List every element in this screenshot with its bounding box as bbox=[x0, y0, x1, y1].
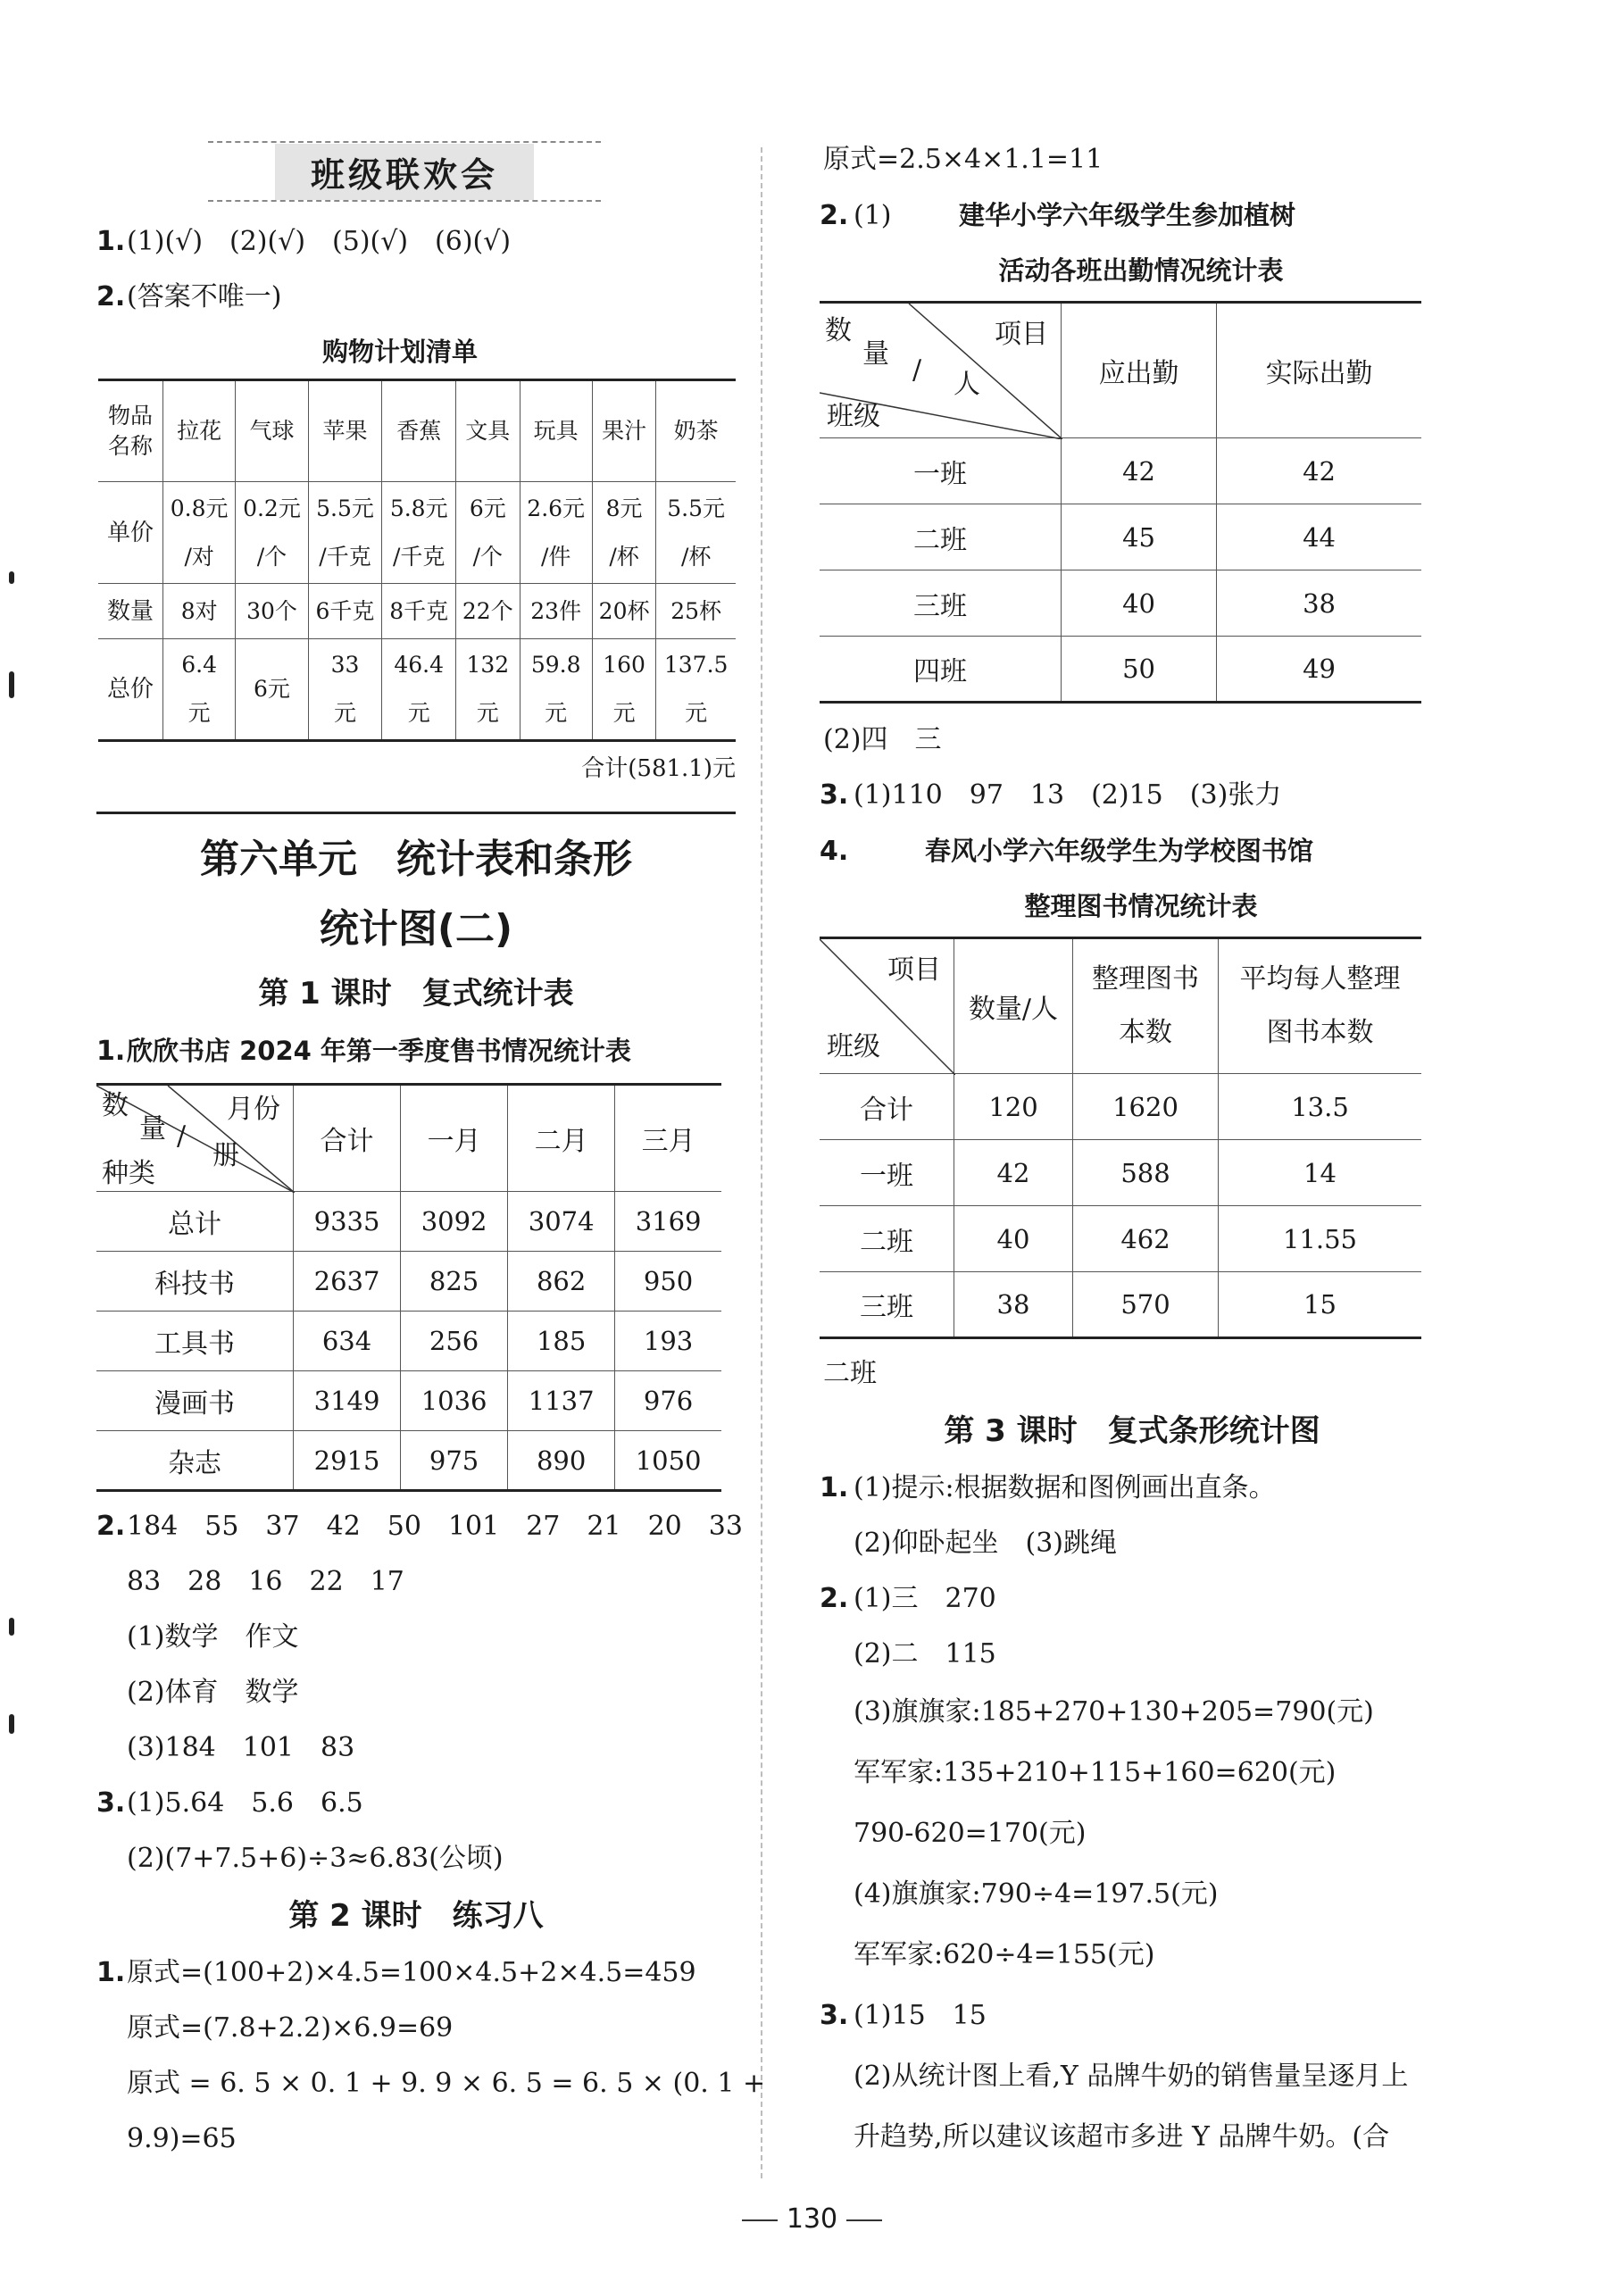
row-label: 数量 bbox=[98, 584, 163, 639]
cell-text: /对 bbox=[184, 543, 214, 570]
table-cell: 1137 bbox=[508, 1371, 615, 1431]
edge-mark bbox=[9, 1714, 14, 1734]
table-header-cell bbox=[1073, 938, 1219, 1074]
table-cell: 2637 bbox=[294, 1252, 401, 1312]
answer-text: (1)提示:根据数据和图例画出直条。 bbox=[854, 1472, 1276, 1503]
cell-text: 8千克 bbox=[389, 597, 449, 624]
row-label: 漫画书 bbox=[96, 1371, 294, 1431]
answer-text: 184 55 37 42 50 101 27 21 20 33 bbox=[127, 1511, 743, 1542]
question-number: 3. bbox=[820, 2000, 849, 2031]
table-cell bbox=[308, 639, 382, 741]
table-header-cell: 拉花 bbox=[163, 380, 236, 482]
cell-text: 6元 bbox=[469, 495, 506, 521]
table-cell: 588 bbox=[1073, 1140, 1219, 1206]
answer-line bbox=[820, 132, 1445, 187]
table-row bbox=[96, 1371, 721, 1431]
table-cell bbox=[520, 584, 592, 639]
cell-text: 0.8元 bbox=[170, 495, 229, 521]
cell-text: 8对 bbox=[180, 597, 218, 624]
table-header-cell: 三月 bbox=[615, 1085, 721, 1192]
cell-text: 2.6元 bbox=[527, 495, 586, 521]
table-cell bbox=[456, 639, 520, 741]
answer-text: 升趋势,所以建议该超市多进 Y 品牌牛奶。(合 bbox=[854, 2121, 1390, 2153]
table-cell: 9335 bbox=[294, 1192, 401, 1252]
table-cell: 120 bbox=[954, 1074, 1073, 1140]
row-label: 一班 bbox=[820, 1140, 954, 1206]
answer-line bbox=[820, 1743, 1445, 1803]
row-label: 二班 bbox=[820, 504, 1062, 570]
table-caption: 活动各班出勤情况统计表 bbox=[998, 255, 1284, 286]
table-cell bbox=[382, 482, 456, 584]
footer-dash bbox=[742, 2219, 778, 2221]
diag-label: 人 bbox=[954, 369, 980, 400]
diagonal-header-cell bbox=[96, 1085, 294, 1192]
table-cell bbox=[163, 584, 236, 639]
table-cell: 1036 bbox=[401, 1371, 508, 1431]
answer-line bbox=[96, 1665, 704, 1720]
question-number: 3. bbox=[96, 1787, 126, 1819]
answer-line bbox=[96, 2001, 704, 2056]
table-cell bbox=[236, 482, 308, 584]
table-header-cell: 文具 bbox=[456, 380, 520, 482]
table-row bbox=[820, 504, 1421, 570]
cell-text: /千克 bbox=[392, 543, 446, 570]
table-cell: 50 bbox=[1062, 637, 1217, 703]
question-number: 1. bbox=[820, 1472, 849, 1503]
cell-text: 46.4 bbox=[394, 652, 445, 678]
table-row bbox=[96, 1192, 721, 1252]
cell-text: 6千克 bbox=[315, 597, 375, 624]
cell-text: 30个 bbox=[246, 597, 297, 624]
answer-text: 原式=(7.8+2.2)×6.9=69 bbox=[127, 2012, 454, 2044]
table-cell: 11.55 bbox=[1219, 1206, 1422, 1272]
answer-text: (1)5.64 5.6 6.5 bbox=[127, 1787, 363, 1819]
cell-text: 160 bbox=[603, 652, 645, 678]
answer-text: (1)15 15 bbox=[854, 2000, 987, 2031]
unit-title: 第六单元 统计表和条形 bbox=[200, 837, 632, 882]
header-text: 物品 bbox=[107, 403, 153, 429]
cell-text: 25杯 bbox=[670, 597, 722, 624]
table-cell: 3169 bbox=[615, 1192, 721, 1252]
row-label: 单价 bbox=[98, 482, 163, 584]
answer-line bbox=[820, 712, 1445, 768]
answer-text: (1)(√) (2)(√) (5)(√) (6)(√) bbox=[127, 226, 512, 257]
book-sales-table bbox=[96, 1083, 721, 1492]
table-caption: 春风小学六年级学生为学校图书馆 bbox=[925, 836, 1314, 866]
answer-text: (2)二 115 bbox=[854, 1638, 996, 1670]
cell-text: 8元 bbox=[605, 495, 643, 521]
table-cell: 193 bbox=[615, 1312, 721, 1371]
table-row bbox=[820, 438, 1421, 504]
edge-mark bbox=[9, 671, 14, 698]
answer-line bbox=[96, 270, 704, 325]
table-cell: 862 bbox=[508, 1252, 615, 1312]
cell-text: /个 bbox=[472, 543, 504, 570]
answer-line bbox=[820, 2046, 1445, 2107]
table-cell bbox=[592, 482, 655, 584]
table-cell bbox=[656, 584, 736, 639]
answer-text: (2)(7+7.5+6)÷3≈6.83(公顷) bbox=[127, 1843, 504, 1874]
page-footer bbox=[0, 2203, 1624, 2235]
diag-label: 班级 bbox=[827, 401, 880, 432]
cell-text: 元 bbox=[187, 700, 211, 726]
row-label: 三班 bbox=[820, 570, 1062, 637]
table-cell: 1620 bbox=[1073, 1074, 1219, 1140]
table-cell bbox=[382, 639, 456, 741]
answer-line bbox=[96, 1720, 704, 1776]
lesson-title: 第 1 课时 复式统计表 bbox=[258, 976, 574, 1012]
answer-text: 原式=(100+2)×4.5=100×4.5+2×4.5=459 bbox=[127, 1957, 696, 1988]
table-row bbox=[820, 1272, 1421, 1338]
column-divider bbox=[761, 147, 762, 2178]
footer-dash bbox=[846, 2219, 882, 2221]
cell-text: 元 bbox=[333, 700, 356, 726]
table-cell bbox=[163, 639, 236, 741]
table-caption: 欣欣书店 2024 年第一季度售书情况统计表 bbox=[127, 1036, 631, 1066]
table-cell: 825 bbox=[401, 1252, 508, 1312]
question-number: 1. bbox=[96, 1036, 126, 1067]
table-cell: 570 bbox=[1073, 1272, 1219, 1338]
table-row bbox=[96, 1252, 721, 1312]
cell-text: 6.4 bbox=[181, 652, 218, 678]
table-cell: 40 bbox=[1062, 570, 1217, 637]
table-cell: 42 bbox=[1062, 438, 1217, 504]
table-cell bbox=[520, 482, 592, 584]
table-row bbox=[820, 1074, 1421, 1140]
answer-text: (4)旗旗家:790÷4=197.5(元) bbox=[854, 1878, 1219, 1910]
answer-text: 83 28 16 22 17 bbox=[127, 1566, 404, 1597]
diag-label: / bbox=[912, 354, 922, 386]
table-cell: 185 bbox=[508, 1312, 615, 1371]
diag-label: 月份 bbox=[227, 1094, 280, 1125]
cell-text: 5.5元 bbox=[316, 495, 374, 521]
table-cell: 3092 bbox=[401, 1192, 508, 1252]
table-cell: 3149 bbox=[294, 1371, 401, 1431]
diag-label: 量 bbox=[862, 338, 889, 370]
table-cell: 40 bbox=[954, 1206, 1073, 1272]
answer-line bbox=[820, 1627, 1445, 1682]
table-header-cell: 数量/人 bbox=[954, 938, 1073, 1074]
table-header-cell: 玩具 bbox=[520, 380, 592, 482]
row-label: 二班 bbox=[820, 1206, 954, 1272]
cell-text: 元 bbox=[476, 700, 499, 726]
cell-text: 22个 bbox=[462, 597, 513, 624]
left-column bbox=[96, 134, 766, 2167]
table-header-cell: 实际出勤 bbox=[1217, 303, 1421, 438]
answer-text: (1)数学 作文 bbox=[127, 1621, 299, 1653]
answer-line bbox=[96, 1776, 704, 1831]
attendance-table bbox=[820, 301, 1421, 704]
cell-text: /个 bbox=[256, 543, 287, 570]
table-cell: 38 bbox=[954, 1272, 1073, 1338]
answer-line bbox=[820, 1571, 1445, 1627]
answer-text: (2)仰卧起坐 (3)跳绳 bbox=[854, 1528, 1117, 1559]
answer-text: 9.9)=65 bbox=[127, 2123, 237, 2154]
diag-label: 数 bbox=[102, 1090, 129, 1121]
question-number: 2. bbox=[820, 1583, 849, 1614]
table-row bbox=[820, 938, 1421, 1074]
answer-text: 军军家:135+210+115+160=620(元) bbox=[854, 1757, 1337, 1788]
question-number: 2. bbox=[820, 200, 849, 231]
header-text: 平均每人整理 bbox=[1239, 963, 1401, 995]
diag-label: / bbox=[177, 1120, 187, 1152]
table-cell: 975 bbox=[401, 1431, 508, 1491]
cell-text: 33 bbox=[330, 652, 360, 678]
table-row bbox=[820, 570, 1421, 637]
table-cell: 14 bbox=[1219, 1140, 1422, 1206]
table-row bbox=[98, 380, 736, 482]
table-cell bbox=[236, 584, 308, 639]
header-text: 名称 bbox=[107, 433, 153, 459]
answer-text: (2)从统计图上看,Y 品牌牛奶的销售量呈逐月上 bbox=[854, 2061, 1409, 2092]
question-number: 4. bbox=[820, 836, 849, 867]
edge-mark bbox=[9, 1618, 14, 1636]
table-cell bbox=[456, 482, 520, 584]
row-label: 总价 bbox=[98, 639, 163, 741]
table-cell: 3074 bbox=[508, 1192, 615, 1252]
table-row bbox=[96, 1431, 721, 1491]
cell-text: 137.5 bbox=[663, 652, 729, 678]
row-label: 三班 bbox=[820, 1272, 954, 1338]
table-cell: 44 bbox=[1217, 504, 1421, 570]
answer-line bbox=[96, 1945, 704, 2001]
row-label: 合计 bbox=[820, 1074, 954, 1140]
lesson-title: 第 3 课时 复式条形统计图 bbox=[944, 1413, 1320, 1449]
table-cell bbox=[656, 482, 736, 584]
answer-line bbox=[820, 1986, 1445, 2046]
table-row bbox=[820, 303, 1421, 438]
answer-line bbox=[96, 1610, 704, 1665]
lesson-title: 第 2 课时 练习八 bbox=[288, 1898, 544, 1934]
table-header-cell: 一月 bbox=[401, 1085, 508, 1192]
answer-line bbox=[820, 1461, 1445, 1516]
answer-line bbox=[820, 1346, 1445, 1402]
table-row bbox=[96, 1312, 721, 1371]
library-table bbox=[820, 937, 1421, 1339]
answer-line bbox=[820, 2107, 1445, 2168]
answer-line bbox=[820, 1516, 1445, 1571]
table-cell bbox=[592, 584, 655, 639]
answer-text: 二班 bbox=[823, 1358, 877, 1389]
edge-mark bbox=[9, 571, 14, 584]
cell-text: /杯 bbox=[680, 543, 712, 570]
header-text: 图书本数 bbox=[1266, 1017, 1374, 1048]
table-cell bbox=[308, 482, 382, 584]
cell-text: 0.2元 bbox=[243, 495, 301, 521]
diagonal-header-cell bbox=[820, 938, 954, 1074]
table-cell: 1050 bbox=[615, 1431, 721, 1491]
question-number: 2. bbox=[96, 281, 126, 312]
table-row bbox=[820, 637, 1421, 703]
diag-label: 数 bbox=[825, 315, 852, 346]
cell-text: 5.8元 bbox=[389, 495, 448, 521]
table-cell: 42 bbox=[1217, 438, 1421, 504]
cell-text: 23件 bbox=[530, 597, 582, 624]
cell-text: 元 bbox=[545, 700, 568, 726]
answer-text: 790-620=170(元) bbox=[854, 1818, 1087, 1849]
table-cell: 13.5 bbox=[1219, 1074, 1422, 1140]
answer-line bbox=[820, 1925, 1445, 1986]
table-cell: 49 bbox=[1217, 637, 1421, 703]
answer-line bbox=[96, 1831, 704, 1886]
table-header-cell bbox=[1219, 938, 1422, 1074]
banner-title: 班级联欢会 bbox=[275, 144, 534, 200]
answer-text: (1) bbox=[854, 200, 892, 231]
total-line: 合计(581.1)元 bbox=[581, 755, 736, 782]
table-header-cell: 合计 bbox=[294, 1085, 401, 1192]
answer-text: (3)旗旗家:185+270+130+205=790(元) bbox=[854, 1696, 1374, 1728]
table-header-cell: 二月 bbox=[508, 1085, 615, 1192]
table-cell bbox=[456, 584, 520, 639]
answer-line bbox=[820, 1682, 1445, 1743]
row-label: 一班 bbox=[820, 438, 1062, 504]
cell-text: 59.8 bbox=[530, 652, 581, 678]
answer-text: 原式=2.5×4×1.1=11 bbox=[823, 144, 1103, 175]
table-row bbox=[96, 1085, 721, 1192]
table-cell: 890 bbox=[508, 1431, 615, 1491]
table-row bbox=[820, 1206, 1421, 1272]
diag-label: 册 bbox=[212, 1140, 239, 1171]
header-text: 本数 bbox=[1119, 1017, 1172, 1048]
table-row bbox=[98, 584, 736, 639]
cell-text: 5.5元 bbox=[667, 495, 726, 521]
table-header-cell: 香蕉 bbox=[382, 380, 456, 482]
diag-label: 种类 bbox=[102, 1158, 155, 1189]
answer-line bbox=[96, 1499, 743, 1554]
answer-text: (2)四 三 bbox=[823, 724, 942, 755]
cell-text: /千克 bbox=[319, 543, 371, 570]
table-caption: 建华小学六年级学生参加植树 bbox=[959, 200, 1296, 230]
cell-text: 132 bbox=[466, 652, 510, 678]
table-cell: 462 bbox=[1073, 1206, 1219, 1272]
table-cell: 256 bbox=[401, 1312, 508, 1371]
cell-text: 6元 bbox=[254, 676, 290, 702]
answer-line bbox=[820, 768, 1445, 823]
table-cell bbox=[592, 639, 655, 741]
row-label: 科技书 bbox=[96, 1252, 294, 1312]
answer-line bbox=[96, 214, 704, 270]
section-banner bbox=[208, 141, 601, 202]
answer-text: (答案不唯一) bbox=[127, 281, 282, 312]
answer-line bbox=[820, 1803, 1445, 1864]
table-row bbox=[98, 639, 736, 741]
shopping-table bbox=[98, 379, 736, 742]
page-number: 130 bbox=[786, 2203, 838, 2235]
answer-line bbox=[96, 2056, 766, 2111]
table-row bbox=[98, 482, 736, 584]
answer-line bbox=[96, 1023, 704, 1079]
table-header-cell: 奶茶 bbox=[656, 380, 736, 482]
cell-text: 元 bbox=[685, 700, 708, 726]
answer-line bbox=[820, 823, 1445, 879]
question-number: 3. bbox=[820, 779, 849, 811]
answer-text: (1)三 270 bbox=[854, 1583, 996, 1614]
table-cell: 15 bbox=[1219, 1272, 1422, 1338]
answer-text: (3)184 101 83 bbox=[127, 1732, 355, 1763]
diag-label: 项目 bbox=[995, 319, 1048, 350]
answer-text: 原式 = 6. 5 × 0. 1 + 9. 9 × 6. 5 = 6. 5 × (0. 1 + bbox=[127, 2068, 766, 2099]
table-cell bbox=[520, 639, 592, 741]
answer-line bbox=[96, 2111, 704, 2167]
cell-text: 元 bbox=[612, 700, 636, 726]
answer-line bbox=[820, 187, 1445, 244]
table-caption: 整理图书情况统计表 bbox=[1024, 891, 1258, 921]
diagonal-header-cell bbox=[820, 303, 1062, 438]
table-header-cell: 果汁 bbox=[592, 380, 655, 482]
question-number: 2. bbox=[96, 1511, 126, 1542]
header-text: 整理图书 bbox=[1092, 963, 1199, 995]
table-cell: 950 bbox=[615, 1252, 721, 1312]
table-cell bbox=[163, 482, 236, 584]
row-label: 工具书 bbox=[96, 1312, 294, 1371]
diag-label: 班级 bbox=[827, 1031, 880, 1062]
table-header-cell: 苹果 bbox=[308, 380, 382, 482]
table-cell: 45 bbox=[1062, 504, 1217, 570]
cell-text: 元 bbox=[407, 700, 430, 726]
diag-label: 项目 bbox=[887, 954, 941, 986]
table-cell: 42 bbox=[954, 1140, 1073, 1206]
cell-text: 20杯 bbox=[598, 597, 650, 624]
cell-text: /杯 bbox=[609, 543, 639, 570]
table-cell: 2915 bbox=[294, 1431, 401, 1491]
row-label: 四班 bbox=[820, 637, 1062, 703]
section-rule bbox=[96, 812, 736, 814]
table-cell bbox=[382, 584, 456, 639]
table-cell bbox=[656, 639, 736, 741]
row-label: 总计 bbox=[96, 1192, 294, 1252]
unit-title: 统计图(二) bbox=[319, 906, 513, 952]
table-cell: 38 bbox=[1217, 570, 1421, 637]
table-header-cell bbox=[98, 380, 163, 482]
table-cell: 976 bbox=[615, 1371, 721, 1431]
table-cell: 634 bbox=[294, 1312, 401, 1371]
table-header-cell: 气球 bbox=[236, 380, 308, 482]
cell-text: /件 bbox=[540, 543, 571, 570]
answer-text: (2)体育 数学 bbox=[127, 1677, 299, 1708]
row-label: 杂志 bbox=[96, 1431, 294, 1491]
question-number: 1. bbox=[96, 1957, 126, 1988]
answer-text: 军军家:620÷4=155(元) bbox=[854, 1939, 1155, 1970]
right-column bbox=[820, 132, 1445, 2168]
table-cell bbox=[236, 639, 308, 741]
answer-line bbox=[96, 1554, 704, 1610]
answer-line bbox=[820, 1864, 1445, 1925]
table-cell bbox=[308, 584, 382, 639]
diag-label: 量 bbox=[139, 1113, 166, 1145]
answer-text: (1)110 97 13 (2)15 (3)张力 bbox=[854, 779, 1282, 811]
table-caption: 购物计划清单 bbox=[321, 337, 478, 367]
table-header-cell: 应出勤 bbox=[1062, 303, 1217, 438]
question-number: 1. bbox=[96, 226, 126, 257]
table-row bbox=[820, 1140, 1421, 1206]
